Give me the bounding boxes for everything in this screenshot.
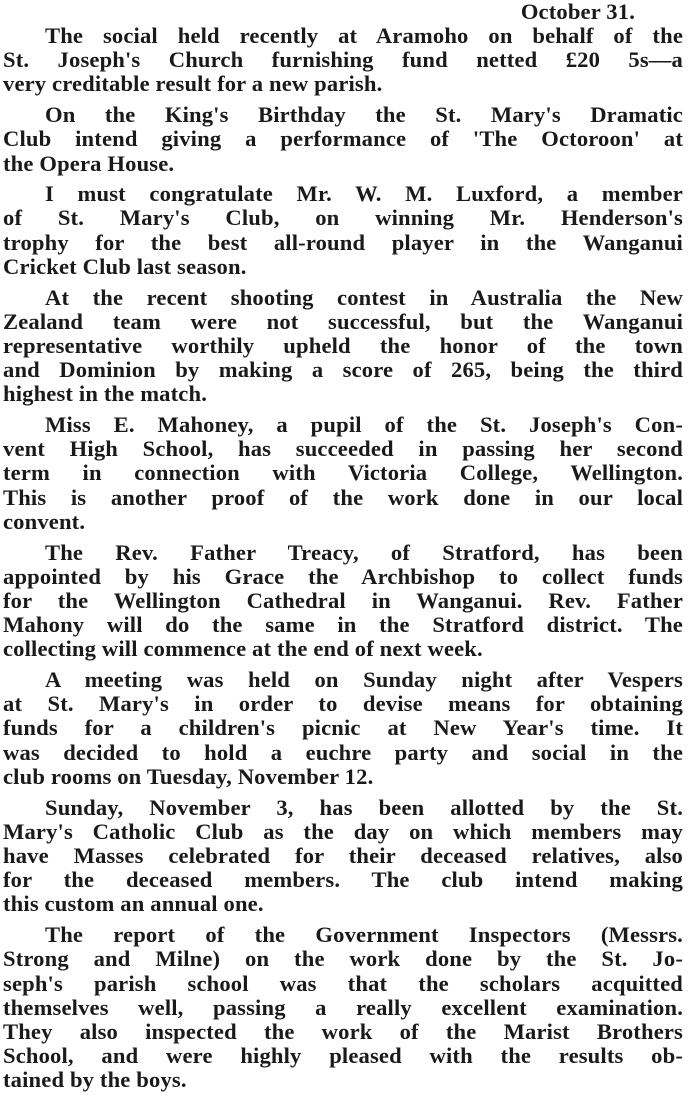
paragraph-line: This is another proof of the work done in our local [3, 484, 683, 510]
news-paragraph [3, 103, 683, 176]
dateline: October 31. [520, 0, 635, 24]
paragraph-line: On the King's Birthday the St. Mary's Dramatic [45, 102, 683, 128]
news-paragraph [3, 286, 683, 407]
paragraph-line: highest in the match. [3, 381, 207, 407]
paragraph-line: have Masses celebrated for their deceased relatives, also [3, 843, 683, 868]
news-paragraph [3, 24, 683, 97]
paragraph-line: collecting will commence at the end of next week. [3, 636, 483, 662]
paragraph-line: club rooms on Tuesday, November 12. [3, 763, 374, 789]
paragraph-line: for the deceased members. The club intend making [3, 867, 683, 893]
paragraph-line: term in connection with Victoria College, Wellington. [3, 460, 683, 486]
paragraph-line: representative worthily upheld the honor of the town [3, 332, 683, 358]
paragraph-line: The Rev. Father Treacy, of Stratford, has been [45, 539, 683, 565]
paragraph-line: was decided to hold a euchre party and social in the [3, 739, 683, 765]
paragraph-line: The social held recently at Aramoho on behalf of the [45, 23, 683, 48]
paragraph-line: tained by the boys. [3, 1067, 187, 1093]
paragraph-line: Mary's Catholic Club as the day on which members may [3, 818, 683, 844]
paragraph-line: School, and were highly pleased with the results ob- [3, 1043, 683, 1069]
news-paragraph [3, 796, 683, 917]
paragraph-line: and Dominion by making a score of 265, being the third [3, 357, 683, 383]
news-column [3, 0, 683, 1099]
paragraph-list [3, 24, 683, 1093]
paragraph-line: St. Joseph's Church furnishing fund netted £20 5s—a [3, 47, 683, 73]
paragraph-line: I must congratulate Mr. W. M. Luxford, a member [45, 181, 683, 207]
news-paragraph [3, 413, 683, 534]
paragraph-line: appointed by his Grace the Archbishop to collect funds [3, 563, 683, 589]
paragraph-line: Strong and Milne) on the work done by the St. Jo- [3, 946, 683, 972]
paragraph-line: vent High School, has succeeded in passing her second [3, 436, 683, 462]
paragraph-line: Sunday, November 3, has been allotted by the St. [45, 794, 683, 820]
paragraph-line: this custom an annual one. [3, 891, 264, 917]
paragraph-line: They also inspected the work of the Marist Brothers [3, 1018, 683, 1044]
paragraph-line: of St. Mary's Club, on winning Mr. Henderson's [3, 205, 683, 231]
paragraph-line: A meeting was held on Sunday night after Vespers [45, 667, 683, 693]
paragraph-line: Cricket Club last season. [3, 253, 247, 279]
paragraph-line: The report of the Government Inspectors (Messrs. [45, 922, 683, 948]
paragraph-line: very creditable result for a new parish. [3, 71, 383, 97]
news-paragraph [3, 182, 683, 279]
paragraph-line: Miss E. Mahoney, a pupil of the St. Joseph's Con- [45, 412, 683, 438]
paragraph-line: at St. Mary's in order to devise means for obtaining [3, 691, 683, 717]
paragraph-line: funds for a children's picnic at New Year's time. It [3, 715, 683, 741]
paragraph-line: themselves well, passing a really excellent examination. [3, 994, 683, 1020]
paragraph-line: Mahony will do the same in the Stratford district. The [3, 612, 683, 638]
paragraph-line: trophy for the best all-round player in the Wanganui [3, 229, 683, 255]
paragraph-line: for the Wellington Cathedral in Wanganui. Rev. Father [3, 587, 683, 613]
paragraph-line: the Opera House. [3, 150, 175, 176]
paragraph-line: convent. [3, 508, 86, 534]
paragraph-line: Zealand team were not successful, but the Wanganui [3, 308, 683, 334]
paragraph-line: Club intend giving a performance of 'The Octoroon' at [3, 126, 683, 152]
news-paragraph [3, 923, 683, 1092]
paragraph-line: seph's parish school was that the scholars acquitted [3, 970, 683, 996]
news-paragraph [3, 668, 683, 789]
news-paragraph [3, 541, 683, 662]
paragraph-line: At the recent shooting contest in Australia the New [45, 284, 683, 310]
